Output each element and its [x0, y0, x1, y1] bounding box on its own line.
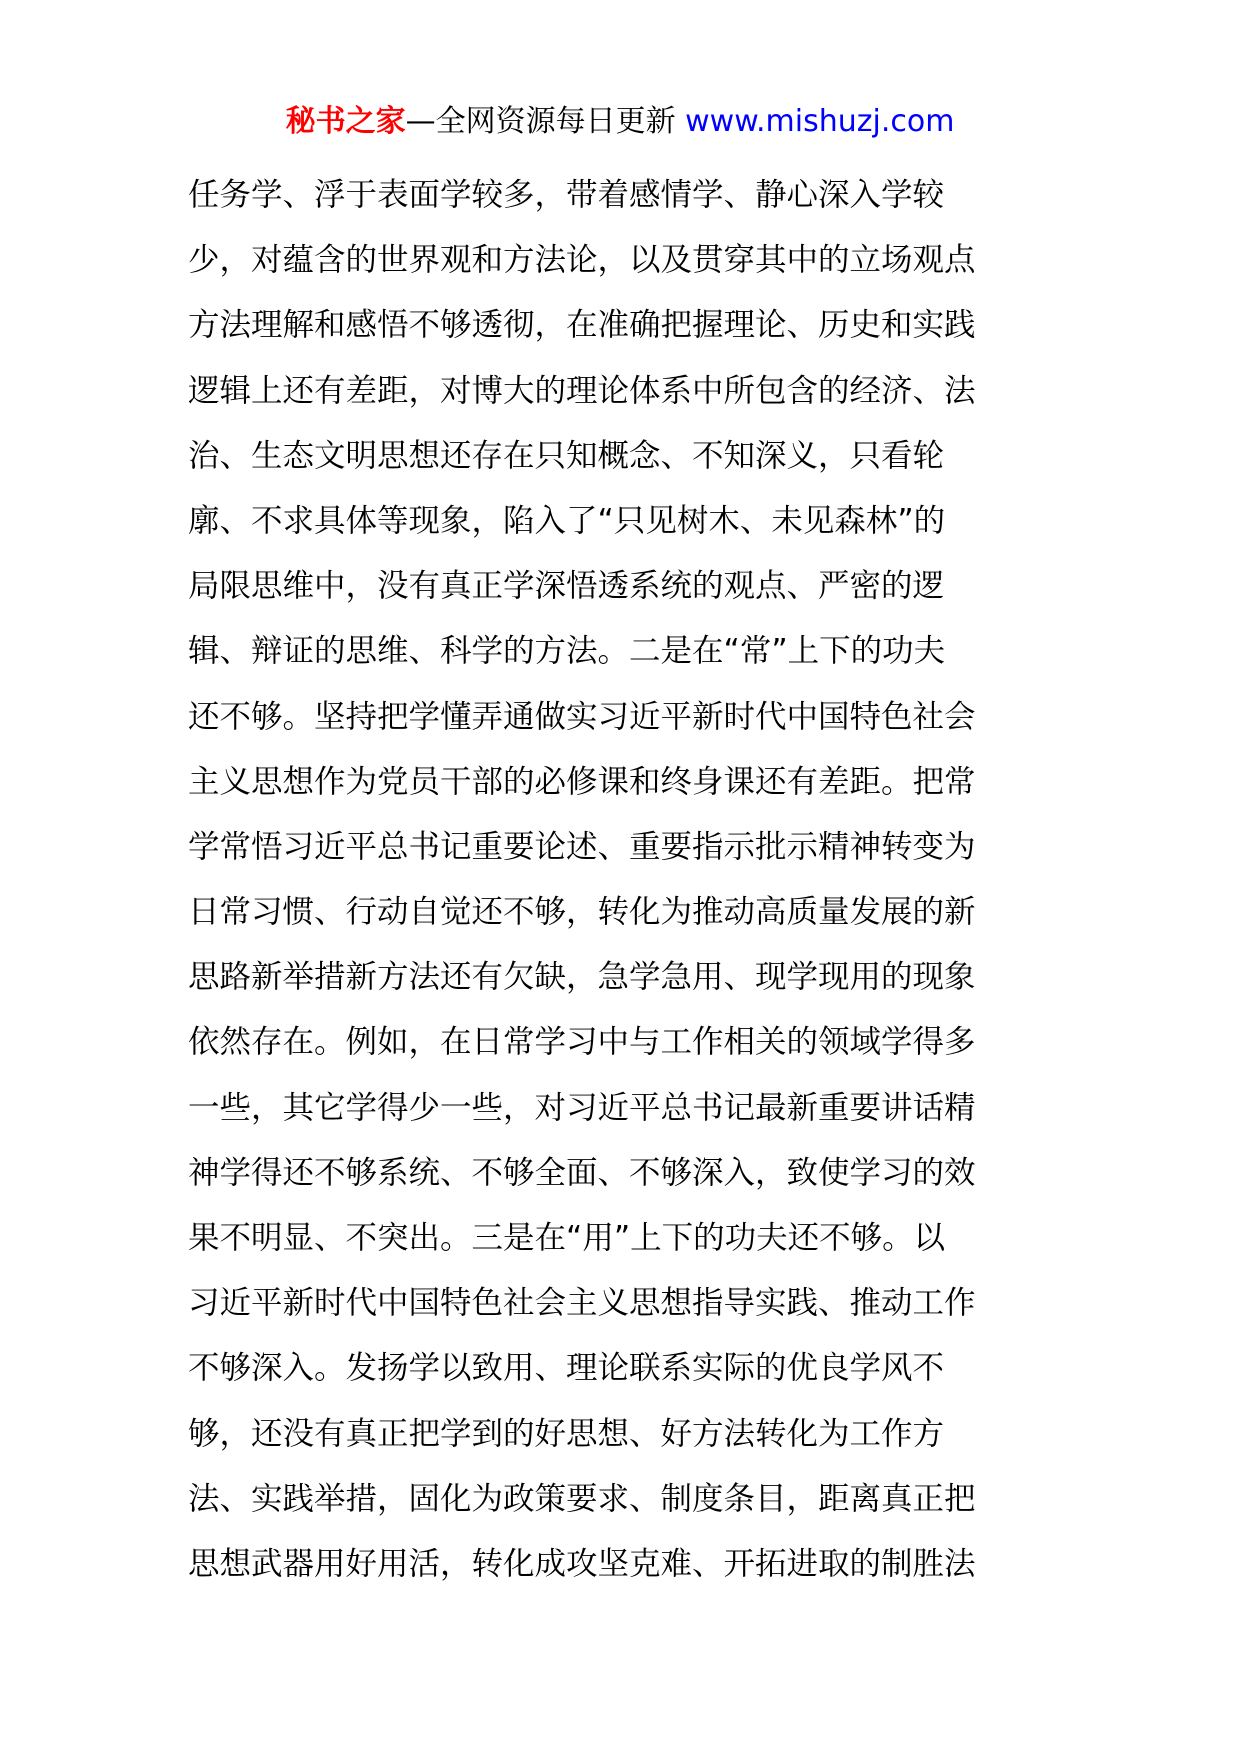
text-line: 局限思维中，没有真正学深悟透系统的观点、严密的逻 [188, 568, 945, 605]
text-line: 逻辑上还有差距，对博大的理论体系中所包含的经济、法 [188, 372, 976, 409]
page-header [0, 100, 1240, 144]
text-line: 不够深入。发扬学以致用、理论联系实际的优良学风不 [188, 1350, 945, 1387]
text-line: 依然存在。例如，在日常学习中与工作相关的领域学得多 [188, 1024, 976, 1061]
text-line: 学常悟习近平总书记重要论述、重要指示批示精神转变为 [188, 828, 976, 865]
text-line: 辑、辩证的思维、科学的方法。二是在“常”上下的功夫 [188, 633, 946, 670]
text-line: 神学得还不够系统、不够全面、不够深入，致使学习的效 [188, 1154, 976, 1191]
text-line: 任务学、浮于表面学较多，带着感情学、静心深入学较 [188, 177, 945, 213]
text-line: 法、实践举措，固化为政策要求、制度条目，距离真正把 [188, 1480, 976, 1517]
text-line: 习近平新时代中国特色社会主义思想指导实践、推动工作 [188, 1285, 976, 1322]
text-line: 廓、不求具体等现象，陷入了“只见树木、未见森林”的 [188, 502, 946, 539]
text-line: 思路新举措新方法还有欠缺，急学急用、现学现用的现象 [188, 959, 976, 996]
text-line: 思想武器用好用活，转化成攻坚克难、开拓进取的制胜法 [188, 1545, 976, 1582]
header-tagline: —全网资源每日更新 [405, 104, 676, 139]
text-line: 一些，其它学得少一些，对习近平总书记最新重要讲话精 [188, 1089, 976, 1126]
text-line: 日常习惯、行动自觉还不够，转化为推动高质量发展的新 [188, 894, 976, 931]
document-body [188, 163, 1058, 1597]
text-line: 果不明显、不突出。三是在“用”上下的功夫还不够。以 [188, 1220, 946, 1256]
brand-name: 秘书之家 [285, 104, 406, 139]
text-line: 主义思想作为党员干部的必修课和终身课还有差距。把常 [188, 763, 976, 800]
site-url-link[interactable]: www.mishuzj.com [685, 104, 955, 139]
text-line: 治、生态文明思想还存在只知概念、不知深义，只看轮 [188, 437, 945, 474]
text-line: 够，还没有真正把学到的好思想、好方法转化为工作方 [188, 1415, 945, 1452]
text-line: 方法理解和感悟不够透彻，在准确把握理论、历史和实践 [188, 307, 976, 344]
text-line: 还不够。坚持把学懂弄通做实习近平新时代中国特色社会 [188, 698, 976, 735]
text-line: 少，对蕴含的世界观和方法论，以及贯穿其中的立场观点 [188, 242, 976, 279]
